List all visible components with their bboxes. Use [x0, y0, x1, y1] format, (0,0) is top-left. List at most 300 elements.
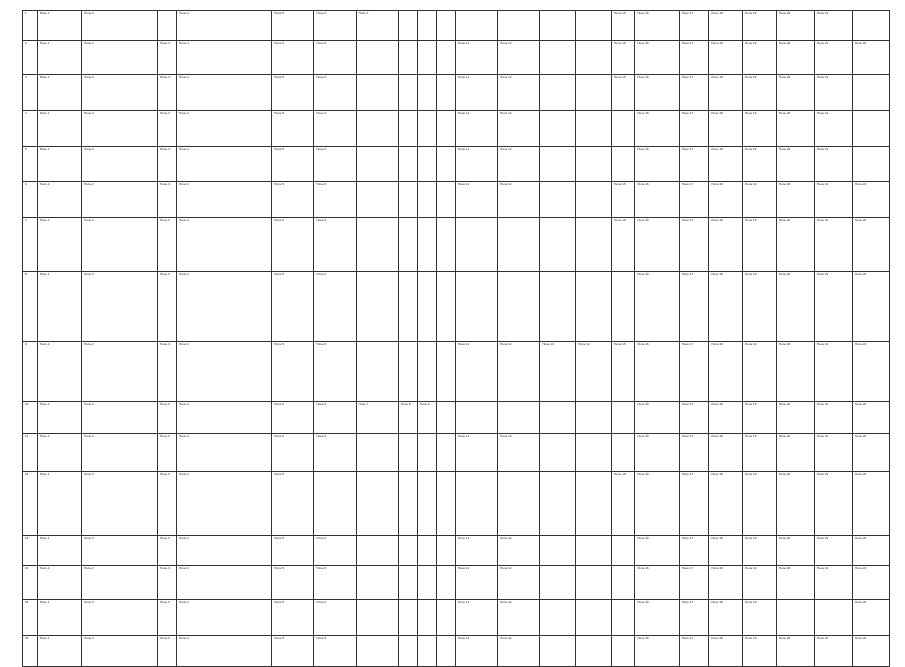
table-cell: Поле 17	[679, 41, 709, 75]
table-cell	[436, 41, 455, 75]
table-cell: Поле 2	[82, 41, 158, 75]
table-cell: Поле 22	[852, 272, 889, 342]
table-cell: Поле 1	[37, 566, 81, 600]
table-cell: Поле 12	[498, 636, 540, 667]
table-cell: Поле 3	[158, 41, 177, 75]
table-cell	[356, 75, 398, 111]
table-cell	[356, 111, 398, 147]
table-cell: Поле 12	[498, 182, 540, 218]
table-cell: Поле 1	[37, 75, 81, 111]
table-cell: Поле 18	[709, 402, 743, 434]
table-cell: Поле 20	[776, 636, 814, 667]
table-cell: Поле 17	[679, 434, 709, 472]
table-cell: Поле 12	[498, 434, 540, 472]
table-cell	[498, 218, 540, 272]
table-cell: Поле 6	[314, 636, 356, 667]
table-cell: Поле 21	[814, 41, 852, 75]
table-cell: Поле 3	[158, 218, 177, 272]
table-cell	[612, 272, 635, 342]
table-cell: Поле 5	[272, 342, 314, 402]
table-row	[23, 147, 890, 182]
table-cell: Поле 4	[177, 182, 272, 218]
table-cell: Поле 4	[177, 111, 272, 147]
table-cell: Поле 22	[852, 566, 889, 600]
table-cell: Поле 11	[455, 600, 497, 636]
table-cell: Поле 18	[709, 342, 743, 402]
table-cell	[436, 600, 455, 636]
table-cell	[576, 147, 612, 182]
table-cell: Поле 20	[776, 182, 814, 218]
table-cell: Поле 11	[455, 111, 497, 147]
table-cell	[498, 402, 540, 434]
table-cell: Поле 5	[272, 600, 314, 636]
table-cell: Поле 16	[635, 402, 679, 434]
row-number-cell: 5	[23, 147, 38, 182]
table-cell	[814, 600, 852, 636]
table-cell: Поле 3	[158, 147, 177, 182]
table-cell: Поле 17	[679, 636, 709, 667]
table-cell: Поле 12	[498, 342, 540, 402]
table-row	[23, 434, 890, 472]
table-row	[23, 636, 890, 667]
table-cell	[540, 41, 576, 75]
table-cell	[356, 342, 398, 402]
table-cell	[498, 272, 540, 342]
table-cell	[417, 11, 436, 41]
table-cell: Поле 19	[743, 472, 777, 536]
table-cell	[436, 11, 455, 41]
table-cell: Поле 17	[679, 536, 709, 566]
table-cell: Поле 16	[635, 182, 679, 218]
table-cell: Поле 6	[314, 272, 356, 342]
table-cell	[417, 342, 436, 402]
table-cell	[417, 111, 436, 147]
table-cell	[455, 402, 497, 434]
table-cell	[314, 472, 356, 536]
table-cell	[436, 402, 455, 434]
table-cell: Поле 5	[272, 566, 314, 600]
table-cell: Поле 17	[679, 11, 709, 41]
table-cell: Поле 12	[498, 111, 540, 147]
table-cell	[540, 218, 576, 272]
table-cell: Поле 1	[37, 111, 81, 147]
table-cell: Поле 15	[612, 41, 635, 75]
table-cell: Поле 16	[635, 41, 679, 75]
table-row	[23, 182, 890, 218]
table-cell: Поле 20	[776, 75, 814, 111]
table-cell	[356, 272, 398, 342]
table-cell: Поле 15	[612, 342, 635, 402]
row-number-cell: 14	[23, 566, 38, 600]
table-cell: Поле 2	[82, 536, 158, 566]
table-cell: Поле 16	[635, 636, 679, 667]
table-cell: Поле 21	[814, 402, 852, 434]
table-cell: Поле 18	[709, 218, 743, 272]
table-cell	[455, 472, 497, 536]
table-cell: Поле 12	[498, 536, 540, 566]
table-cell: Поле 5	[272, 111, 314, 147]
table-cell: Поле 22	[852, 636, 889, 667]
table-cell: Поле 15	[612, 218, 635, 272]
table-cell	[852, 147, 889, 182]
table-cell	[576, 472, 612, 536]
table-cell: Поле 14	[576, 342, 612, 402]
table-cell: Поле 22	[852, 41, 889, 75]
table-cell: Поле 1	[37, 472, 81, 536]
table-row	[23, 536, 890, 566]
row-number-cell: 13	[23, 536, 38, 566]
table-cell	[436, 434, 455, 472]
table-cell: Поле 16	[635, 536, 679, 566]
row-number-cell: 10	[23, 402, 38, 434]
table-cell: Поле 16	[635, 111, 679, 147]
table-cell: Поле 3	[158, 75, 177, 111]
table-cell: Поле 18	[709, 182, 743, 218]
table-cell	[455, 11, 497, 41]
table-cell: Поле 3	[158, 434, 177, 472]
table-cell: Поле 6	[314, 75, 356, 111]
table-cell: Поле 1	[37, 182, 81, 218]
table-cell: Поле 6	[314, 111, 356, 147]
table-cell	[455, 218, 497, 272]
table-cell: Поле 19	[743, 75, 777, 111]
table-cell: Поле 6	[314, 218, 356, 272]
table-cell: Поле 2	[82, 342, 158, 402]
table-cell	[612, 402, 635, 434]
table-cell	[612, 600, 635, 636]
table-cell: Поле 5	[272, 41, 314, 75]
table-cell: Поле 17	[679, 566, 709, 600]
table-cell: Поле 15	[612, 182, 635, 218]
table-cell: Поле 2	[82, 111, 158, 147]
table-cell: Поле 16	[635, 272, 679, 342]
table-cell	[540, 75, 576, 111]
table-cell: Поле 17	[679, 218, 709, 272]
table-cell: Поле 21	[814, 111, 852, 147]
table-cell	[436, 536, 455, 566]
table-cell	[436, 636, 455, 667]
table-cell: Поле 4	[177, 536, 272, 566]
table-cell	[498, 11, 540, 41]
table-cell	[356, 41, 398, 75]
table-cell	[540, 402, 576, 434]
table-cell: Поле 21	[814, 636, 852, 667]
table-cell: Поле 22	[852, 472, 889, 536]
table-cell: Поле 16	[635, 218, 679, 272]
table-cell: Поле 6	[314, 566, 356, 600]
table-cell: Поле 9	[417, 402, 436, 434]
table-cell	[498, 472, 540, 536]
table-cell: Поле 21	[814, 218, 852, 272]
table-cell: Поле 3	[158, 182, 177, 218]
table-cell: Поле 21	[814, 272, 852, 342]
row-number-cell: 11	[23, 434, 38, 472]
table-cell	[398, 600, 417, 636]
table-cell	[398, 472, 417, 536]
table-cell	[436, 472, 455, 536]
table-cell: Поле 1	[37, 402, 81, 434]
table-cell	[612, 434, 635, 472]
table-cell	[417, 536, 436, 566]
registry-sheet	[22, 10, 890, 640]
table-cell: Поле 4	[177, 272, 272, 342]
table-cell: Поле 2	[82, 600, 158, 636]
table-cell	[356, 434, 398, 472]
table-cell: Поле 16	[635, 75, 679, 111]
table-cell	[540, 566, 576, 600]
table-cell: Поле 18	[709, 536, 743, 566]
table-cell	[576, 434, 612, 472]
table-cell	[417, 218, 436, 272]
table-cell	[540, 472, 576, 536]
table-cell: Поле 16	[635, 472, 679, 536]
table-cell: Поле 20	[776, 218, 814, 272]
table-cell: Поле 22	[852, 434, 889, 472]
table-cell	[612, 636, 635, 667]
table-cell: Поле 18	[709, 41, 743, 75]
table-cell: Поле 2	[82, 472, 158, 536]
table-cell: Поле 19	[743, 218, 777, 272]
table-cell: Поле 6	[314, 11, 356, 41]
table-cell: Поле 4	[177, 402, 272, 434]
row-number-cell: 2	[23, 41, 38, 75]
table-row	[23, 75, 890, 111]
table-cell: Поле 21	[814, 472, 852, 536]
table-cell: Поле 19	[743, 272, 777, 342]
table-cell: Поле 19	[743, 434, 777, 472]
table-cell: Поле 3	[158, 472, 177, 536]
table-cell: Поле 20	[776, 11, 814, 41]
row-number-cell: 3	[23, 75, 38, 111]
table-cell	[398, 41, 417, 75]
table-cell: Поле 22	[852, 218, 889, 272]
table-cell: Поле 11	[455, 636, 497, 667]
table-cell	[852, 75, 889, 111]
table-cell: Поле 11	[455, 434, 497, 472]
table-cell: Поле 16	[635, 434, 679, 472]
row-number-cell: 7	[23, 218, 38, 272]
table-cell: Поле 19	[743, 342, 777, 402]
table-cell: Поле 4	[177, 11, 272, 41]
table-cell	[417, 600, 436, 636]
table-cell: Поле 20	[776, 111, 814, 147]
table-cell: Поле 1	[37, 636, 81, 667]
table-cell: Поле 6	[314, 536, 356, 566]
table-cell: Поле 22	[852, 536, 889, 566]
table-cell	[356, 636, 398, 667]
table-cell: Поле 4	[177, 566, 272, 600]
table-cell	[436, 218, 455, 272]
table-cell	[540, 111, 576, 147]
table-cell: Поле 2	[82, 434, 158, 472]
table-cell: Поле 15	[612, 75, 635, 111]
table-cell: Поле 3	[158, 536, 177, 566]
table-cell	[540, 536, 576, 566]
table-cell	[398, 111, 417, 147]
table-cell	[398, 218, 417, 272]
table-row	[23, 41, 890, 75]
table-cell	[776, 600, 814, 636]
table-cell: Поле 4	[177, 636, 272, 667]
row-number-cell: 6	[23, 182, 38, 218]
table-cell: Поле 5	[272, 75, 314, 111]
table-cell: Поле 19	[743, 536, 777, 566]
table-cell: Поле 20	[776, 472, 814, 536]
table-cell	[436, 342, 455, 402]
table-cell: Поле 1	[37, 434, 81, 472]
table-row	[23, 111, 890, 147]
table-cell: Поле 5	[272, 434, 314, 472]
table-cell: Поле 22	[852, 402, 889, 434]
table-cell	[158, 11, 177, 41]
table-cell: Поле 5	[272, 272, 314, 342]
table-cell: Поле 15	[612, 472, 635, 536]
table-cell: Поле 6	[314, 402, 356, 434]
table-cell: Поле 12	[498, 566, 540, 600]
table-cell	[576, 75, 612, 111]
table-cell	[417, 75, 436, 111]
table-cell: Поле 21	[814, 11, 852, 41]
table-cell	[356, 566, 398, 600]
table-cell	[356, 536, 398, 566]
table-cell: Поле 8	[398, 402, 417, 434]
table-cell: Поле 3	[158, 600, 177, 636]
table-cell: Поле 17	[679, 75, 709, 111]
table-cell: Поле 19	[743, 11, 777, 41]
table-cell: Поле 17	[679, 182, 709, 218]
table-row	[23, 472, 890, 536]
table-cell	[576, 402, 612, 434]
table-cell: Поле 4	[177, 75, 272, 111]
table-cell	[576, 11, 612, 41]
table-cell: Поле 17	[679, 342, 709, 402]
table-cell: Поле 5	[272, 402, 314, 434]
table-cell: Поле 4	[177, 218, 272, 272]
table-cell: Поле 4	[177, 600, 272, 636]
table-cell: Поле 1	[37, 536, 81, 566]
table-cell	[540, 182, 576, 218]
table-cell: Поле 5	[272, 147, 314, 182]
table-cell	[417, 272, 436, 342]
table-cell: Поле 11	[455, 566, 497, 600]
table-cell: Поле 6	[314, 600, 356, 636]
table-cell: Поле 3	[158, 111, 177, 147]
table-cell: Поле 2	[82, 75, 158, 111]
table-cell: Поле 6	[314, 342, 356, 402]
table-cell	[576, 636, 612, 667]
table-cell: Поле 2	[82, 147, 158, 182]
table-cell: Поле 1	[37, 218, 81, 272]
table-cell: Поле 2	[82, 272, 158, 342]
table-cell	[417, 182, 436, 218]
table-cell: Поле 15	[612, 11, 635, 41]
table-cell: Поле 7	[356, 402, 398, 434]
table-cell	[612, 536, 635, 566]
table-cell	[576, 182, 612, 218]
table-cell	[540, 147, 576, 182]
table-cell: Поле 16	[635, 600, 679, 636]
table-row	[23, 342, 890, 402]
table-cell: Поле 22	[852, 600, 889, 636]
table-cell: Поле 17	[679, 147, 709, 182]
table-cell	[612, 111, 635, 147]
table-cell: Поле 19	[743, 147, 777, 182]
table-cell: Поле 12	[498, 75, 540, 111]
table-cell	[540, 636, 576, 667]
table-cell: Поле 5	[272, 182, 314, 218]
table-cell: Поле 12	[498, 600, 540, 636]
table-cell: Поле 20	[776, 147, 814, 182]
table-cell: Поле 19	[743, 600, 777, 636]
table-cell: Поле 2	[82, 402, 158, 434]
table-cell: Поле 18	[709, 600, 743, 636]
table-cell	[576, 272, 612, 342]
table-cell: Поле 19	[743, 182, 777, 218]
table-cell: Поле 5	[272, 472, 314, 536]
table-cell: Поле 6	[314, 182, 356, 218]
table-cell: Поле 17	[679, 402, 709, 434]
table-cell	[356, 182, 398, 218]
table-cell: Поле 6	[314, 41, 356, 75]
table-cell	[576, 566, 612, 600]
row-number-cell: 16	[23, 636, 38, 667]
table-cell: Поле 5	[272, 536, 314, 566]
table-row	[23, 272, 890, 342]
table-cell	[398, 147, 417, 182]
table-cell: Поле 11	[455, 182, 497, 218]
table-cell: Поле 17	[679, 272, 709, 342]
table-cell	[398, 75, 417, 111]
table-row	[23, 566, 890, 600]
table-cell	[417, 434, 436, 472]
row-number-cell: 8	[23, 272, 38, 342]
table-cell: Поле 11	[455, 342, 497, 402]
table-cell: Поле 21	[814, 182, 852, 218]
table-cell: Поле 19	[743, 41, 777, 75]
table-cell	[852, 11, 889, 41]
table-cell: Поле 22	[852, 342, 889, 402]
table-cell: Поле 12	[498, 147, 540, 182]
table-cell: Поле 3	[158, 272, 177, 342]
registry-table	[22, 10, 890, 667]
table-cell: Поле 17	[679, 600, 709, 636]
table-cell	[576, 600, 612, 636]
table-cell	[436, 147, 455, 182]
table-cell	[417, 147, 436, 182]
table-cell: Поле 20	[776, 536, 814, 566]
table-cell: Поле 2	[82, 182, 158, 218]
table-cell: Поле 13	[540, 342, 576, 402]
table-cell	[540, 600, 576, 636]
table-cell: Поле 20	[776, 41, 814, 75]
table-cell: Поле 11	[455, 75, 497, 111]
table-cell: Поле 18	[709, 636, 743, 667]
table-cell	[356, 472, 398, 536]
table-cell: Поле 3	[158, 566, 177, 600]
table-cell: Поле 16	[635, 11, 679, 41]
table-cell: Поле 12	[498, 41, 540, 75]
table-cell: Поле 18	[709, 434, 743, 472]
table-cell: Поле 5	[272, 218, 314, 272]
table-cell	[612, 566, 635, 600]
table-cell: Поле 20	[776, 402, 814, 434]
table-cell: Поле 2	[82, 11, 158, 41]
table-cell: Поле 20	[776, 566, 814, 600]
table-cell: Поле 20	[776, 434, 814, 472]
table-cell	[398, 342, 417, 402]
table-cell: Поле 20	[776, 342, 814, 402]
table-cell: Поле 21	[814, 566, 852, 600]
